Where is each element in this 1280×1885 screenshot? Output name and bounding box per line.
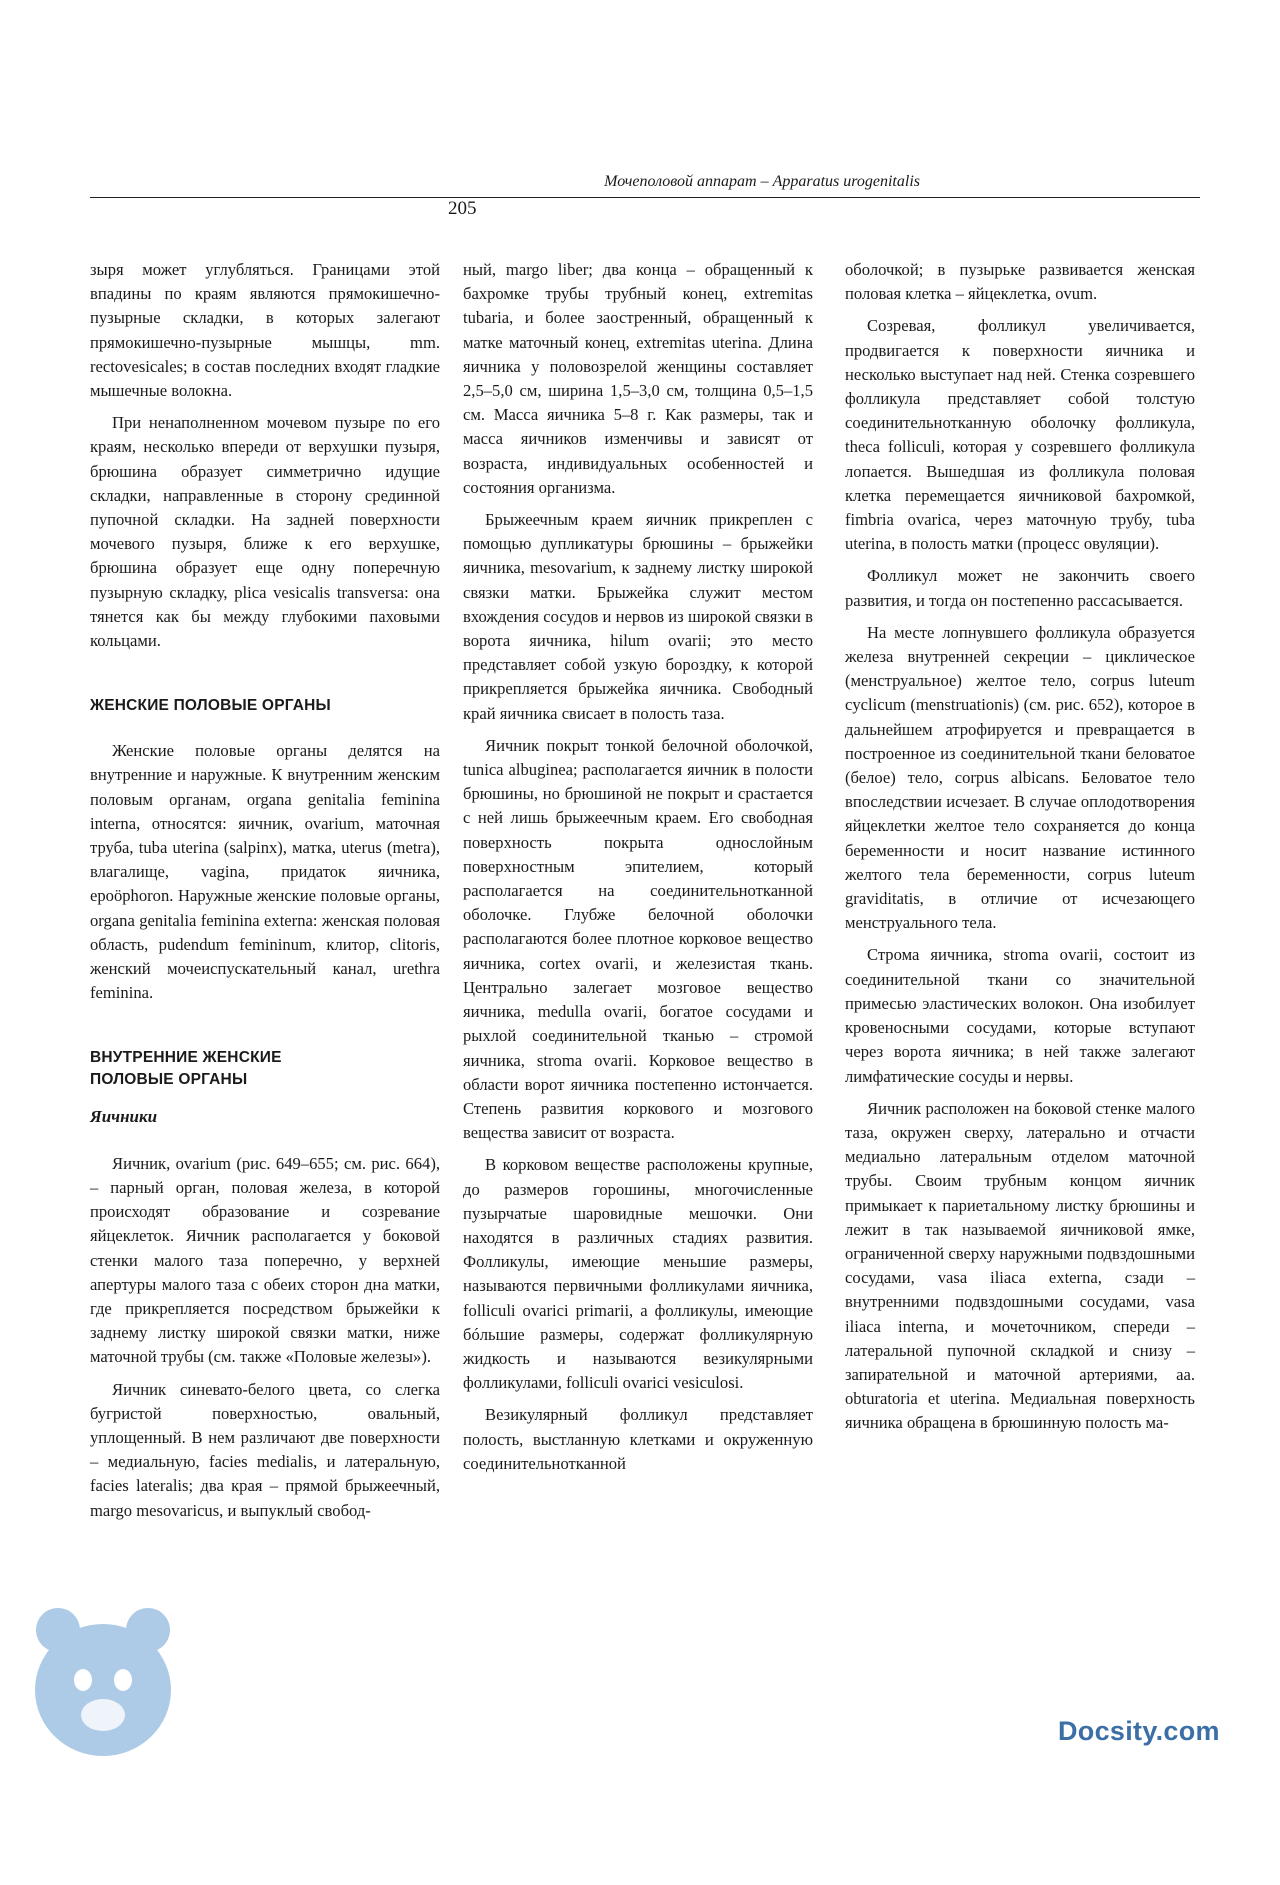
section-heading: ЖЕНСКИЕ ПОЛОВЫЕ ОРГАНЫ	[90, 697, 331, 715]
text-column-3	[845, 258, 1195, 1444]
paragraph: ный, margo liber; два конца – обращенный к бахромке трубы трубный конец, extremitas tubaria, и более заостренный, обращенный к матке маточный конец, extremitas uterina. Длина яичника у половозрелой женщины составляет 2,5–5,0 см, ширина 1,5–3,0 см, толщина 0,5–1,5 см. Масса яичника 5–8 г. Как размеры, так и масса яичников изменчивы и зависят от возраста, индивидуальных особенностей и состояния организма.	[463, 260, 813, 497]
paragraph: Женские половые органы делятся на внутренние и наружные. К внутренним женским половым органам, organa genitalia feminina interna, относятся: яичник, ovarium, маточная труба, tuba uterina (salpinx), матка, uterus (metra), влагалище, vagina, придаток яичника, epoöphoron. Наружные женские половые органы, organa genitalia feminina externa: женская половая область, pudendum femininum, клитор, clitoris, женский мочеиспускательный канал, urethra feminina.	[90, 741, 440, 1003]
paragraph: На месте лопнувшего фолликула образуется железа внутренней секреции – циклическое (менструальное) желтое тело, corpus luteum cyclicum (menstruationis) (см. рис. 652), которое в дальнейшем атрофируется и превращается в построенное из соединительной ткани беловатое (белое) тело, corpus albicans. Беловатое тело впоследствии исчезает. В случае оплодотворения яйцеклетки желтое тело сохраняется до конца беременности и носит название истинного желтого тела беременности, corpus luteum graviditatis, в отличие от исчезающего менструального тела.	[845, 622, 1195, 933]
paragraph: При ненаполненном мочевом пузыре по его краям, несколько впереди от верхушки пузыря, брюшина образует симметрично идущие складки, направленные в сторону срединной пупочной складки. На задней поверхности мочевого пузыря, ближе к его верхушке, брюшина образует еще одну поперечную пузырную складку, plica vesicalis transversa: она тянется как бы между глубокими паховыми кольцами.	[90, 413, 440, 651]
paragraph: оболочкой; в пузырьке развивается женская половая клетка – яйцеклетка, ovum.	[845, 260, 1195, 304]
paragraph: Яичник, ovarium (рис. 649–655; см. рис. 664), – парный орган, половая железа, в которой происходят образование и созревание яйцеклеток. Яичник располагается у боковой стенки малого таза поперечно, у верхней апертуры малого таза с обеих сторон дна матки, где прикрепляется посредством брыжейки к заднему листку широкой связки матки, ниже маточной трубы (см. также «Половые железы»).	[90, 1153, 440, 1367]
paragraph: Яичник расположен на боковой стенке малого таза, окружен сверху, латерально и отчасти медиально латеральным отделом маточной трубы. Своим трубным концом яичник примыкает к париетальному листку брюшины и лежит в так называемой яичниковой ямке, ограниченной сверху наружными подвздошными сосудами, vasa iliaca externa, сзади – внутренними подвздошными сосудами, vasa iliaca interna, и мочеточником, спереди – латеральной пупочной складкой и снизу – запирательной и маточной артериями, aa. obturatoria et uterina. Медиальная поверхность яичника обращена в брюшинную полость ма-	[845, 1098, 1195, 1433]
paragraph: Созревая, фолликул увеличивается, продвигается к поверхности яичника и несколько выступает над ней. Стенка созревшего фолликула представляет собой толстую соединительнотканную оболочку фолликула, theca folliculi, которая у созревшего фолликула лопается. Вышедшая из фолликула половая клетка перемещается яичниковой бахромкой, fimbria ovarica, через маточную трубу, tuba uterina, в полость матки (процесс овуляции).	[845, 316, 1195, 554]
paragraph: Фолликул может не закончить своего развития, и тогда он постепенно рассасывается.	[845, 566, 1195, 610]
heading-line: ПОЛОВЫЕ ОРГАНЫ	[90, 1071, 248, 1089]
header-rule	[90, 197, 1200, 198]
paragraph: Строма яичника, stroma ovarii, состоит из соединительной ткани со значительной примесью эластических волокон. Она изобилует кровеносными сосудами, которые вступают через ворота яичника; в ней также залегают лимфатические сосуды и нервы.	[845, 945, 1195, 1086]
running-header	[90, 171, 1200, 191]
page-number: 205	[448, 198, 477, 219]
text-column-2	[463, 258, 813, 1484]
subsection-heading: Яичники	[90, 1107, 158, 1127]
section-heading-internal	[90, 1047, 440, 1091]
docsity-bear-logo-icon	[28, 1600, 178, 1760]
text-column-1	[90, 258, 440, 1531]
heading-line: ВНУТРЕННИЕ ЖЕНСКИЕ	[90, 1049, 282, 1067]
paragraph: В корковом веществе расположены крупные, до размеров горошины, многочисленные пузырчатые шаровидные мешочки. Они находятся в различных стадиях развития. Фолликулы, имеющие меньшие размеры, называются первичными фолликулами яичника, folliculi ovarici primarii, а фолликулы, имеющие бóльшие размеры, содержат фолликулярную жидкость и называются везикулярными фолликулами, folliculi ovarici vesiculosi.	[463, 1155, 813, 1393]
docsity-watermark: Docsity.com	[1058, 1716, 1220, 1746]
paragraph: Везикулярный фолликул представляет полость, выстланную клетками и окруженную соединительнотканной	[463, 1405, 813, 1473]
paragraph: Яичник синевато-белого цвета, со слегка бугристой поверхностью, овальный, уплощенный. В нем различают две поверхности – медиальную, facies medialis, и латеральную, facies lateralis; два края – прямой брыжеечный, margo mesovaricus, и выпуклый свобод-	[90, 1379, 440, 1520]
paragraph: зыря может углубляться. Границами этой впадины по краям являются прямокишечно-пузырные складки, в которых залегают прямокишечно-пузырные мышцы, mm. rectovesicales; в состав последних входят гладкие мышечные волокна.	[90, 260, 440, 401]
running-title: Мочеполовой аппарат – Apparatus urogenitalis	[604, 173, 920, 190]
paragraph: Яичник покрыт тонкой белочной оболочкой, tunica albuginea; располагается яичник в полости брюшины, но брюшиной не покрыт и срастается с ней лишь брыжеечным краем. Его свободная поверхность покрыта однослойным поверхностным эпителием, который располагается на соединительнотканной оболочке. Глубже белочной оболочки располагаются более плотное корковое вещество яичника, cortex ovarii, и железистая ткань. Центрально залегает мозговое вещество яичника, medulla ovarii, богатое сосудами и рыхлой соединительной тканью – стромой яичника, stroma ovarii. Корковое вещество в области ворот яичника постепенно истончается. Степень развития коркового и мозгового вещества зависит от возраста.	[463, 735, 813, 1143]
paragraph: Брыжеечным краем яичник прикреплен с помощью дупликатуры брюшины – брыжейки яичника, mesovarium, к заднему листку широкой связки матки. Брыжейка служит местом вхождения сосудов и нервов из широкой связки в ворота яичника, hilum ovarii; это место представляет собой узкую бороздку, к которой прикрепляется брыжейка яичника. Свободный край яичника свисает в полость таза.	[463, 510, 813, 723]
